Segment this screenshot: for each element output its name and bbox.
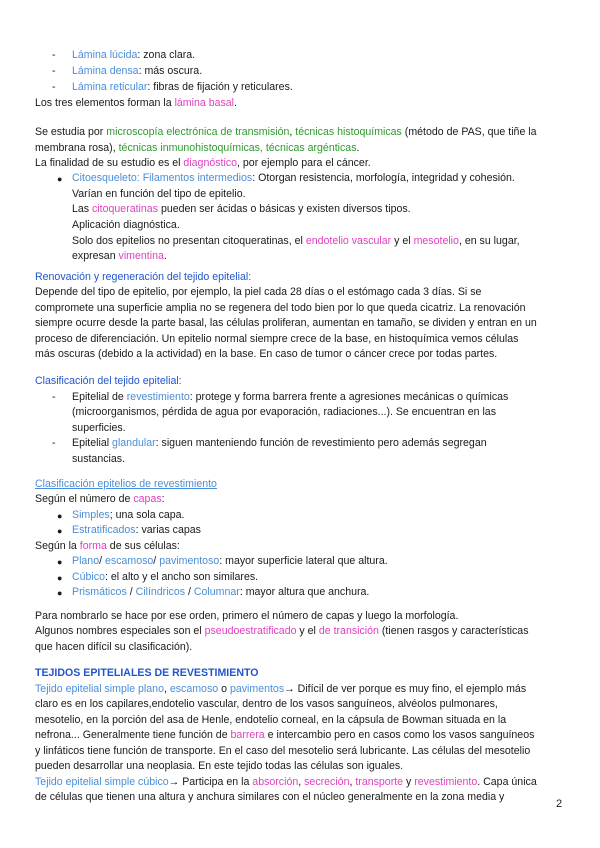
text: e intercambio pero en casos como los vasos sanguíneos — [264, 729, 535, 741]
term-barrera: barrera — [230, 729, 265, 741]
classification-item-1-line-2: (microorganismos, pérdida de agua por evaporación, radiaciones...). Se encuentran en las — [72, 406, 496, 418]
term-cilindricos: Cilíndricos — [135, 586, 186, 598]
text: expresan — [72, 250, 119, 262]
study-line-2 — [35, 141, 359, 157]
bullet-icon: ● — [57, 526, 63, 536]
arrow-icon: → — [168, 776, 180, 788]
text: Algunos nombres especiales son el — [35, 625, 205, 637]
renewal-line: compromete una superficie amplia no se regenera del todo bien por lo que queda cicatriz. La renovación — [35, 302, 526, 314]
naming-line-2 — [35, 624, 529, 640]
text: / — [99, 555, 105, 567]
text: : mayor altura que anchura. — [239, 586, 370, 598]
term-lamina-reticular: Lámina reticular — [72, 81, 148, 93]
text: / — [185, 586, 194, 598]
bullet-icon: ● — [57, 588, 63, 598]
tejidos-p1-line: claro es en los capilares,endotelio vascular, dentro de los vasos sanguíneos, alvéolos pulmonares, — [35, 698, 498, 710]
term-estratificados: Estratificados — [72, 524, 136, 536]
by-layers-line — [35, 492, 165, 508]
naming-line-3: que hacen difícil su clasificación). — [35, 641, 193, 653]
term-endotelio: endotelio vascular — [305, 235, 392, 247]
text: : protege y forma barrera frente a agresiones mecánicas o químicas — [189, 391, 509, 403]
text: , — [163, 683, 170, 695]
text: o — [218, 683, 230, 695]
tejidos-p1-line: pueden desarrollar una neoplasia. En este tejido todas las células son iguales. — [35, 760, 404, 772]
text: La finalidad de su estudio es el — [35, 157, 184, 169]
term-filamentos: Filamentos intermedios — [142, 172, 253, 184]
text: Solo dos epitelios no presentan citoqueratinas, el — [72, 235, 306, 247]
cyto-line-5 — [72, 234, 520, 250]
classification-item-2 — [72, 436, 487, 452]
term-simple-plano: Tejido epitelial simple plano — [35, 683, 164, 695]
text: , — [349, 776, 356, 788]
term-citoqueratinas: citoqueratinas — [92, 203, 158, 215]
cyto-line-1 — [72, 171, 515, 187]
tejidos-p1-line-4 — [35, 728, 534, 744]
term-pavimentos: pavimentos — [229, 683, 285, 695]
term-capas: capas — [133, 493, 162, 505]
text: membrana rosa), — [35, 142, 119, 154]
three-elements-line — [35, 96, 237, 112]
classification-item-1-line-3: superficies. — [72, 422, 126, 434]
cyto-line-3 — [72, 202, 411, 218]
shape-item-cubico — [72, 570, 258, 586]
text: Difícil de ver porque es muy fino, el ejemplo más — [294, 683, 527, 695]
stratified-item — [72, 523, 201, 539]
classification-title: Clasificación del tejido epitelial: — [35, 375, 182, 387]
tejidos-title: TEJIDOS EPITELIALES DE REVESTIMIENTO — [35, 667, 259, 679]
term-forma: forma — [79, 540, 107, 552]
classification-item-2-line-2: sustancias. — [72, 453, 125, 465]
term-cubico: Cúbico — [72, 571, 105, 583]
text: , por ejemplo para el cáncer. — [237, 157, 371, 169]
tejidos-p2-line-2: de células que tienen una altura y anchura similares con el núcleo generalmente en la zona media y — [35, 791, 505, 803]
bullet-icon: ● — [57, 511, 63, 521]
text: Según la — [35, 540, 80, 552]
study-line-1 — [35, 125, 537, 141]
renewal-title: Renovación y regeneración del tejido epitelial: — [35, 271, 252, 283]
text: : mayor superficie lateral que altura. — [219, 555, 388, 567]
list-item-lamina-densa — [72, 64, 202, 80]
term-prismaticos: Prismáticos — [72, 586, 127, 598]
term-diagnostico: diagnóstico — [183, 157, 238, 169]
term-lamina-lucida: Lámina lúcida — [72, 49, 138, 61]
term-lamina-basal: lámina basal — [174, 97, 235, 109]
text: , — [289, 126, 296, 138]
item-text: : fibras de fijación y reticulares. — [147, 81, 293, 93]
term-plano: Plano — [72, 555, 100, 567]
page-number: 2 — [556, 798, 563, 810]
term-revestimiento: revestimiento — [414, 776, 478, 788]
list-item-lamina-lucida — [72, 48, 195, 64]
cover-title: Clasificación epitelios de revestimiento — [35, 478, 217, 490]
text: ; una sola capa. — [109, 509, 185, 521]
term-escamoso: escamoso — [169, 683, 219, 695]
bullet-icon: ● — [57, 174, 63, 184]
term-pavimentoso: pavimentoso — [159, 555, 220, 567]
term-absorcion: absorción — [252, 776, 299, 788]
term-columnar: Columnar — [193, 586, 240, 598]
text: y el — [296, 625, 319, 637]
text: : — [161, 493, 165, 505]
by-shape-line — [35, 539, 180, 555]
study-line-3 — [35, 156, 371, 172]
term-citoesqueleto: Citoesqueleto — [72, 172, 137, 184]
text: , — [298, 776, 305, 788]
tejidos-p2-line-1 — [35, 775, 537, 791]
term-transporte: transporte — [355, 776, 404, 788]
cyto-line-6 — [72, 249, 167, 265]
term-lamina-densa: Lámina densa — [72, 65, 139, 77]
text: Participa en la — [179, 776, 253, 788]
simple-item — [72, 508, 185, 524]
tejidos-p1-line-1 — [35, 682, 526, 698]
text: Se estudia por — [35, 126, 107, 138]
text: : Otorgan resistencia, morfología, integridad y cohesión. — [252, 172, 515, 184]
term-simple-cubico: Tejido epitelial simple cúbico — [35, 776, 169, 788]
list-dash: - — [52, 391, 56, 403]
term-glandular: glandular — [112, 437, 156, 449]
renewal-line: más oscuras (debido a la actividad) en la base. En caso de tumor o cáncer crece por todas partes. — [35, 348, 498, 360]
text: : siguen manteniendo función de revestimiento pero además segregan — [155, 437, 487, 449]
text: : — [136, 172, 143, 184]
text: Los tres elementos forman la — [35, 97, 175, 109]
renewal-line: siempre ocurre desde la parte basal, las células proliferan, aumentan en tamaño, se dividen y entran en un — [35, 317, 537, 329]
text: . — [163, 250, 167, 262]
text: Epitelial de — [72, 391, 127, 403]
text: y — [403, 776, 415, 788]
text: : el alto y el ancho son similares. — [104, 571, 259, 583]
tejidos-p1-line: mesotelio, en la porción del asa de Henle, endotelio corneal, en la cápsula de Bowman situada en la — [35, 714, 507, 726]
term-de-transicion: de transición — [318, 625, 379, 637]
shape-item-plano — [72, 554, 388, 570]
text: nefrona... Generalmente tiene función de — [35, 729, 231, 741]
text: de sus células: — [106, 540, 180, 552]
term-tecnicas-inmuno: técnicas inmunohistoquímicas, técnicas argénticas — [118, 142, 357, 154]
text: . — [356, 142, 360, 154]
text: y el — [391, 235, 414, 247]
term-vimentina: vimentina — [118, 250, 164, 262]
text: . — [234, 97, 237, 109]
text: (método de PAS, que tiñe la — [401, 126, 537, 138]
bullet-icon: ● — [57, 573, 63, 583]
item-text: : más oscura. — [138, 65, 203, 77]
text: Epitelial — [72, 437, 113, 449]
bullet-icon: ● — [57, 557, 63, 567]
list-item-lamina-reticular — [72, 80, 293, 96]
tejidos-p1-line: y linfáticos tiene función de transporte. En el caso del mesotelio será lubricante. Las células del mesotelio — [35, 745, 531, 757]
list-dash: - — [52, 81, 56, 93]
term-pseudoestratificado: pseudoestratificado — [204, 625, 297, 637]
term-secrecion: secreción — [304, 776, 350, 788]
term-mesotelio: mesotelio — [413, 235, 459, 247]
text: Las — [72, 203, 93, 215]
shape-item-prismaticos — [72, 585, 369, 601]
term-escamoso: escamoso — [105, 555, 154, 567]
cyto-line-2: Varían en función del tipo de epitelio. — [72, 188, 246, 200]
text: , en su lugar, — [458, 235, 520, 247]
text: (tienen rasgos y características — [378, 625, 529, 637]
term-simples: Simples — [72, 509, 110, 521]
term-microscopia: microscopía electrónica de transmisión — [106, 126, 290, 138]
text: / — [126, 586, 136, 598]
list-dash: - — [52, 65, 56, 77]
classification-item-1 — [72, 390, 508, 406]
naming-line-1: Para nombrarlo se hace por ese orden, primero el número de capas y luego la morfología. — [35, 610, 459, 622]
list-dash: - — [52, 437, 56, 449]
arrow-icon: → — [284, 683, 295, 695]
text: . Capa única — [477, 776, 537, 788]
term-revestimiento: revestimiento — [126, 391, 190, 403]
renewal-line: proceso de diferenciación. Un epitelio normal siempre crece de la base, en histoquímica vemos células — [35, 333, 519, 345]
text: : varias capas — [135, 524, 201, 536]
text: pueden ser ácidas o básicas y existen diversos tipos. — [158, 203, 411, 215]
list-dash: - — [52, 49, 56, 61]
item-text: : zona clara. — [137, 49, 196, 61]
term-tecnicas-histoquimicas: técnicas histoquímicas — [295, 126, 402, 138]
text: / — [153, 555, 160, 567]
renewal-line: Depende del tipo de epitelio, por ejemplo, la piel cada 28 días o el estómago cada 3 días. Si se — [35, 286, 482, 298]
text: Según el número de — [35, 493, 134, 505]
cyto-line-4: Aplicación diagnóstica. — [72, 219, 180, 231]
